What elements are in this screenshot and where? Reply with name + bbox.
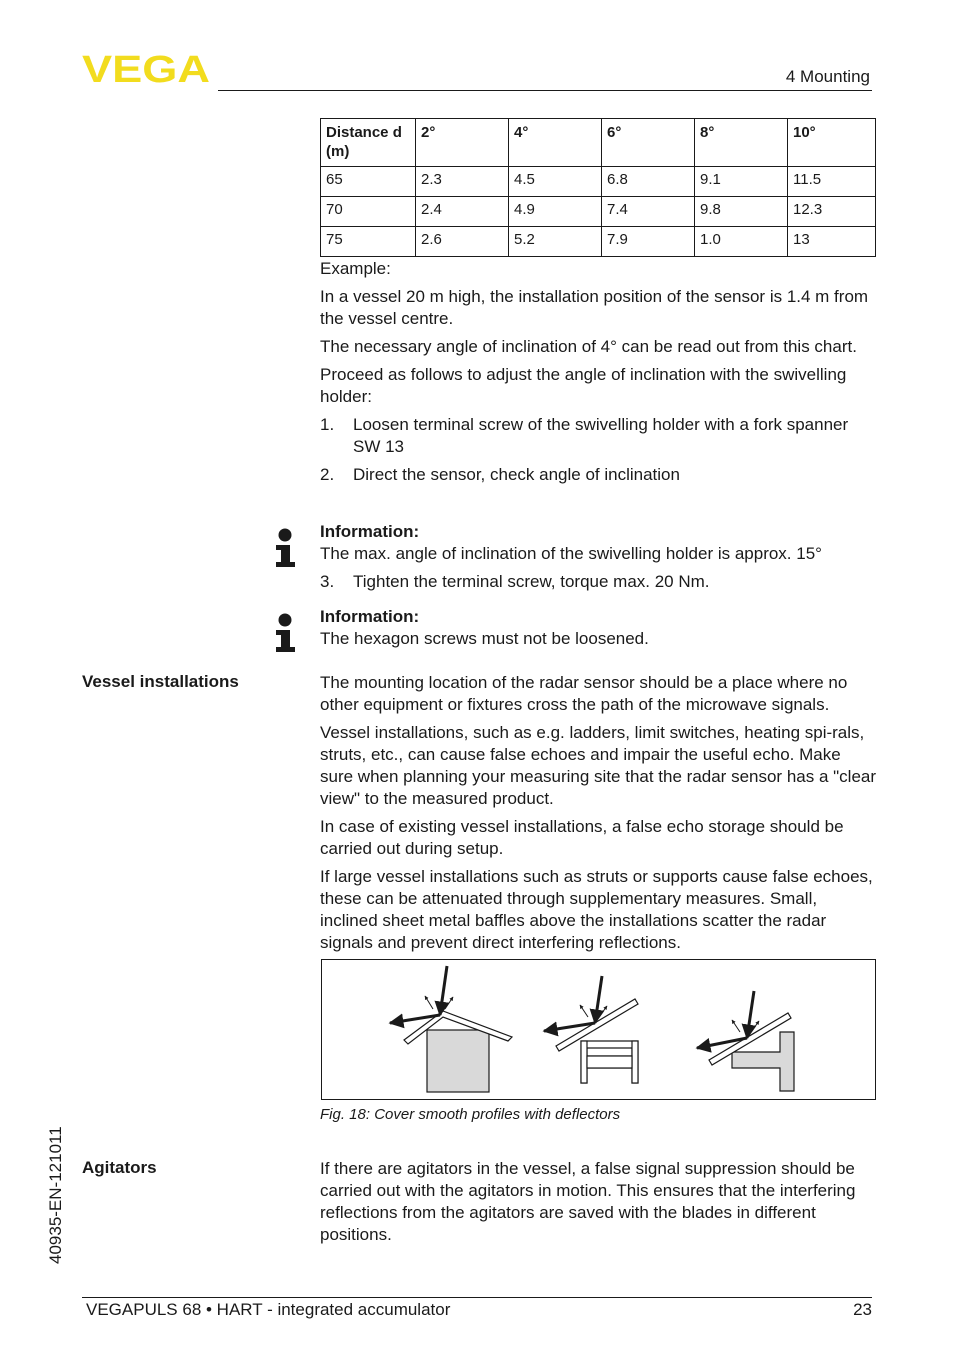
figure-caption: Fig. 18: Cover smooth profiles with deflectors [320,1106,621,1123]
table-cell: 75 [321,227,416,257]
table-cell: 11.5 [788,167,876,197]
table-header: 10° [788,119,876,167]
information-text: The hexagon screws must not be loosened. [320,629,649,648]
table-cell: 4.9 [509,197,602,227]
paragraph: Vessel installations, such as e.g. ladders, limit switches, heating spi-rals, struts, etc., can cause false echoes and impair the useful echo. Make sure when planning your measuring site that the radar sensor has a "clear view" to the measured product. [320,723,877,808]
document-code: 40935-EN-121011 [46,1126,65,1264]
table-cell: 2.6 [416,227,509,257]
t-profile-deflector [697,991,794,1091]
vessel-installations-text [320,672,876,960]
information-title: Information: [320,607,420,626]
table-cell: 13 [788,227,876,257]
paragraph: Proceed as follows to adjust the angle of inclination with the swivelling holder: [320,365,847,406]
table-cell: 4.5 [509,167,602,197]
step-number: 3. [320,572,335,591]
step-text: Loosen terminal screw of the swivelling holder with a fork spanner SW 13 [353,415,849,456]
table-header: Distance d (m) [321,119,416,167]
table-row [321,197,876,227]
table-header-row [321,119,876,167]
table-header: 8° [695,119,788,167]
vega-logo [82,52,212,84]
information-block [320,521,876,599]
table-cell: 12.3 [788,197,876,227]
footer-rule [82,1297,872,1298]
information-icon [274,528,296,570]
step-number: 2. [320,465,335,484]
vessel-installations-heading: Vessel installations [82,672,239,691]
mounting-text [320,258,876,492]
footer-title: VEGAPULS 68 • HART - integrated accumulator [86,1300,451,1319]
i-beam-deflector [544,976,638,1083]
paragraph: The necessary angle of inclination of 4° can be read out from this chart. [320,337,857,356]
step-text: Direct the sensor, check angle of inclination [353,465,680,484]
table-cell: 1.0 [695,227,788,257]
logo-text: VEGA [82,52,210,84]
table-row [321,227,876,257]
paragraph: If there are agitators in the vessel, a false signal suppression should be carried out with the agitators in motion. This ensures that the interfering reflections from the agitators are saved with the blades in different positions. [320,1159,856,1244]
information-icon [274,613,296,655]
table-cell: 2.4 [416,197,509,227]
agitators-text [320,1158,876,1252]
example-label: Example: [320,259,391,278]
information-text: The max. angle of inclination of the swivelling holder is approx. 15° [320,544,822,563]
table-cell: 9.1 [695,167,788,197]
paragraph: In a vessel 20 m high, the installation position of the sensor is 1.4 m from the vessel centre. [320,287,869,328]
table-cell: 2.3 [416,167,509,197]
step-text: Tighten the terminal screw, torque max. 20 Nm. [353,572,710,591]
paragraph: The mounting location of the radar sensor should be a place where no other equipment or fixtures cross the path of the microwave signals. [320,673,848,714]
table-header: 6° [602,119,695,167]
table-cell: 9.8 [695,197,788,227]
step-item [320,464,876,486]
table-header: 4° [509,119,602,167]
step-item [320,571,876,593]
step-item [320,414,876,458]
deflector-figure [321,959,876,1100]
table-cell: 7.9 [602,227,695,257]
table-row [321,167,876,197]
table-cell: 70 [321,197,416,227]
table-cell: 5.2 [509,227,602,257]
agitators-heading: Agitators [82,1158,157,1177]
section-title: 4 Mounting [785,67,870,86]
header-rule [218,90,872,91]
roof-deflector [390,966,512,1092]
table-header: 2° [416,119,509,167]
table-cell: 7.4 [602,197,695,227]
step-number: 1. [320,415,335,434]
inclination-table [320,118,876,257]
information-block [320,606,876,656]
page-number: 23 [853,1300,872,1319]
paragraph: In case of existing vessel installations, a false echo storage should be carried out during setup. [320,817,844,858]
table-cell: 6.8 [602,167,695,197]
information-title: Information: [320,522,420,541]
paragraph: If large vessel installations such as struts or supports cause false echoes, these can be attenuated through supplementary measures. Small, inclined sheet metal baffles above the installations scatter the radar signals and prevent direct interfering reflections. [320,867,873,952]
table-cell: 65 [321,167,416,197]
